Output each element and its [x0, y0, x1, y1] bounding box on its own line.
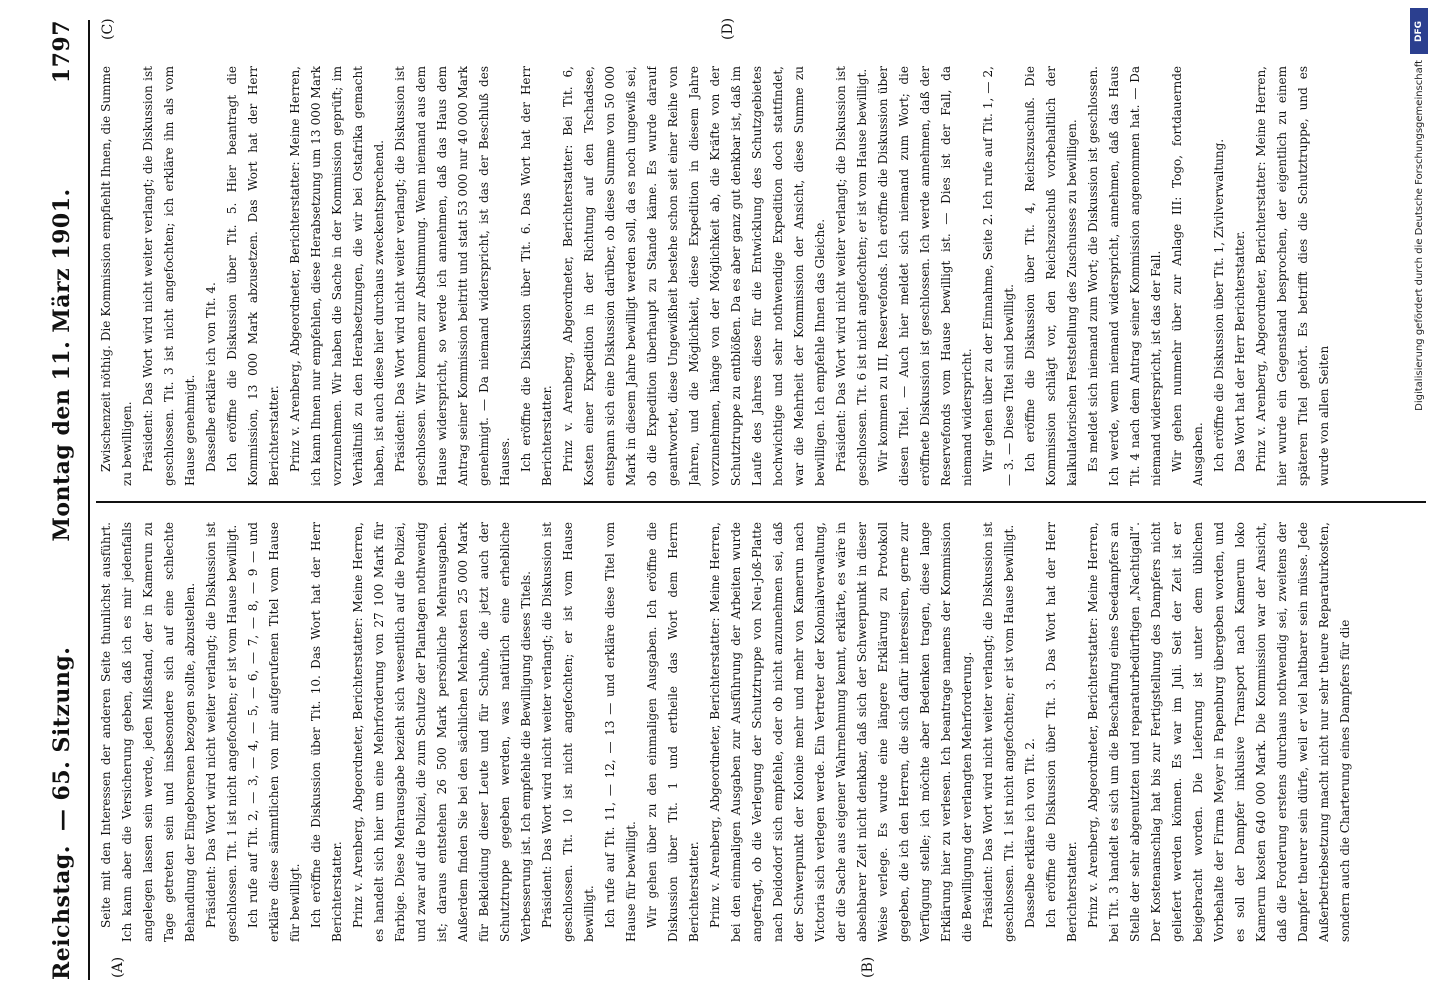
paragraph: Wir gehen über zu der Einnahme, Seite 2. Ich rufe auf Tit. 1, — 2, — 3. — Diese Titel sind bewilligt.: [981, 66, 1016, 486]
paragraph: Prinz v. Arenberg, Abgeordneter, Berichterstatter: Meine Herren, es handelt sich hier um eine Mehrforderung von 27 100 Mark für Farbige. Diese Mehrausgabe bezieht sich wesentlich auf die Polizei, und zwar auf die Polizei, die zum Schutze der Plantagen nothwendig ist; daraus entstehen 26 500 Mark persönliche Mehrausgaben. Außerdem finden Sie bei den sächlichen Mehrkosten 25 000 Mark für Bekleidung dieser Leute und für Schuhe, die jetzt auch der Schutztruppe gegeben werden, was natürlich eine erhebliche Verbesserung ist. Ich empfehle die Bewilligung dieses Titels.: [351, 522, 533, 942]
page-number: 1797: [49, 20, 75, 84]
margin-marker-b: (B): [860, 956, 876, 978]
paragraph: Ich eröffne die Diskussion über Tit. 6. Das Wort hat der Herr Berichterstatter.: [519, 66, 554, 486]
paragraph: Präsident: Das Wort wird nicht weiter verlangt; die Diskussion ist geschlossen. Wir kommen zur Abstimmung. Wenn niemand aus dem Hause widerspricht, so werde ich annehmen, daß das Haus dem Antrag seiner Kommission beitritt und statt 53 000 nur 40 000 Mark genehmigt. — Da niemand widerspricht, ist das der Beschluß des Hauses.: [393, 66, 512, 486]
header-left: [49, 647, 75, 980]
margin-marker-a: (A): [110, 956, 126, 978]
paragraph: Wir kommen zu III, Reservefonds. Ich eröffne die Diskussion über diesen Titel. — Auch hier meldet sich niemand zum Wort; die eröffnete Diskussion ist geschlossen. Ich werde annehmen, daß der Reservefonds vom Hause bewilligt ist. — Dies ist der Fall, da niemand widerspricht.: [876, 66, 974, 486]
paragraph: Ich eröffne die Diskussion über Tit. 3. Das Wort hat der Herr Berichterstatter.: [1044, 522, 1079, 942]
paragraph: Präsident: Das Wort wird nicht weiter verlangt; die Diskussion ist geschlossen. Tit. 10 ist nicht angefochten; er ist vom Hause bewilligt.: [540, 522, 596, 942]
paragraph: Zwischenzeit nöthig. Die Kommission empfiehlt Ihnen, die Summe zu bewilligen.: [99, 66, 134, 486]
paragraph: Prinz v. Arenberg, Abgeordneter, Berichterstatter: Meine Herren, bei Tit. 3 handelt es sich um die Beschaffung eines Seedampfers an Stelle der sehr abgenutzten und reparaturbedürftigen „Nachtigall“. Der Kostenanschlag hat bis zur Fertigstellung des Dampfers nicht geliefert werden können. Es war im Juli. Seit der Zeit ist er beigebracht worden. Die Lieferung ist unter dem üblichen Vorbehalte der Firma Meyer in Papenburg übergeben worden, und es soll der Dampfer inklusive Transport nach Kamerun loko Kamerun kosten 640 000 Mark. Die Kommission war der Ansicht, daß die Forderung erstens durchaus nothwendig sei, zweitens der Dampfer theurer sein dürfe, weil er viel haltbarer sein müsse. Jede Außerbetriebsetzung macht nicht nur sehr theure Reparaturkosten, sondern auch die Charterung eines Dampfers für die: [1086, 522, 1352, 942]
paragraph: Dasselbe erkläre ich von Tit. 4.: [204, 282, 218, 472]
digitization-stamp: [1408, 8, 1430, 728]
paragraph: Dasselbe erkläre ich von Tit. 2.: [1023, 738, 1037, 928]
header-rule: [88, 20, 90, 980]
paragraph: Präsident: Das Wort wird nicht weiter verlangt; die Diskussion ist geschlossen. Tit. 3 ist nicht angefochten; ich erkläre ihn als vom Hause genehmigt.: [141, 66, 197, 486]
paragraph: Ich rufe auf Tit. 11, — 12, — 13 — und erkläre diese Titel vom Hause für bewilligt.: [603, 522, 638, 942]
paragraph: Ich eröffne die Diskussion über Tit. 1, Zivilverwaltung.: [1212, 138, 1226, 472]
margin-marker-d: (D): [720, 17, 736, 40]
paragraph: Ich eröffne die Diskussion über Tit. 10. Das Wort hat der Herr Berichterstatter.: [309, 522, 344, 942]
dfg-logo-icon: DFG: [1410, 8, 1428, 54]
paragraph: Es meldet sich niemand zum Wort; die Diskussion ist geschlossen. Ich werde, wenn niemand widerspricht, annehmen, daß das Haus Tit. 4 nach dem Antrag seiner Kommission angenommen hat. — Da niemand widerspricht, ist das der Fall.: [1086, 66, 1163, 486]
paragraph: Ich rufe auf Tit. 2, — 3, — 4, — 5, — 6, — 7, — 8, — 9 — und erkläre diese sämmtlichen von mir aufgerufenen Titel vom Hause für bewilligt.: [246, 522, 302, 942]
margin-marker-c: (C): [100, 18, 116, 40]
paragraph: Präsident: Das Wort wird nicht weiter verlangt; die Diskussion ist geschlossen. Tit. 6 ist nicht angefochten; er ist vom Hause bewilligt.: [834, 66, 869, 486]
paragraph: Das Wort hat der Herr Berichterstatter.: [1233, 230, 1247, 472]
column-divider: [96, 501, 1426, 503]
paragraph: Prinz v. Arenberg, Abgeordneter, Berichterstatter: Meine Herren, hier wurde ein Gegenstand besprochen, der eigentlich zu einem späteren Titel gehört. Es betrifft dies die Schutztruppe, und es wurde von allen Seiten: [1254, 66, 1331, 486]
paragraph: Präsident: Das Wort wird nicht weiter verlangt; die Diskussion ist geschlossen. Tit. 1 ist nicht angefochten; er ist vom Hause bewilligt.: [204, 522, 239, 942]
paragraph: Prinz v. Arenberg, Abgeordneter, Berichterstatter: Meine Herren, ich kann Ihnen nur empfehlen, diese Herabsetzung um 13 000 Mark vorzunehmen. Wir haben die Sache in der Kommission geprüft; im Verhältniß zu den Herabsetzungen, die wir bei Ostafrika gemacht haben, ist auch diese hier durchaus zweckentsprechend.: [288, 66, 386, 486]
left-column: [96, 522, 1434, 942]
paragraph: Prinz v. Arenberg, Abgeordneter, Berichterstatter: Meine Herren, bei den einmaligen Ausgaben zur Ausführung der Arbeiten wurde angefragt, ob die Verlegung der Schutztruppe von Neu-Joß-Platte nach Deidodorf sich empfehle, oder ob nicht anzunehmen sei, daß der Schwerpunkt der Kolonie mehr und mehr von Kamerun nach Victoria sich verlegen werde. Ein Vertreter der Kolonialverwaltung, der die Sache aus eigener Wahrnehmung kennt, erklärte, es wäre in absehbarer Zeit nicht denkbar, daß sich der Schwerpunkt in dieser Weise verlege. Es wurde eine längere Erklärung zu Protokoll gegeben, die ich den Herren, die sich dafür interessiren, gerne zur Verfügung stelle; ich möchte aber Bedenken tragen, diese lange Erklärung hier zu verlesen. Ich beantrage namens der Kommission die Bewilligung der verlangten Mehrforderung.: [708, 522, 974, 942]
paragraph: Prinz v. Arenberg, Abgeordneter, Berichterstatter: Bei Tit. 6, Kosten einer Expedition in der Richtung auf den Tschadsee, entspann sich eine Diskussion darüber, ob diese Summe von 50 000 Mark in diesem Jahre bewilligt werden soll, da es noch ungewiß sei, ob die Expedition überhaupt zu Stande käme. Es wurde darauf geantwortet, diese Ungewißheit bestehe schon seit einer Reihe von Jahren, und die Möglichkeit, diese Expedition in diesem Jahre vorzunehmen, hänge von der Möglichkeit ab, die Kräfte von der Schutztruppe zu entblößen. Da es aber ganz gut denkbar ist, daß im Laufe des Jahres diese für die Entwicklung des Schutzgebietes hochwichtige und sehr nothwendige Expedition doch stattfindet, war die Mehrheit der Kommission der Ansicht, diese Summe zu bewilligen. Ich empfehle Ihnen das Gleiche.: [561, 66, 827, 486]
paragraph: Wir gehen über zu den einmaligen Ausgaben. Ich eröffne die Diskussion über Tit. 1 und ertheile das Wort dem Herrn Berichterstatter.: [645, 522, 701, 942]
paragraph: Präsident: Das Wort wird nicht weiter verlangt; die Diskussion ist geschlossen. Tit. 1 ist nicht angefochten; er ist vom Hause bewilligt.: [981, 522, 1016, 942]
right-column: [96, 66, 1434, 486]
page-header: [42, 20, 82, 980]
paragraph: Ich eröffne die Diskussion über Tit. 5. Hier beantragt die Kommission, 13 000 Mark abzusetzen. Das Wort hat der Herr Berichterstatter.: [225, 66, 281, 486]
header-session: — 65. Sitzung.: [49, 646, 75, 832]
paragraph: Seite mit den Interessen der anderen Seite thunlichst ausführt. Ich kann aber die Versicherung geben, daß ich es mir jedenfalls angelegen lassen sein werde, jeden Mißstand, der in Kamerun zu Tage getreten sein und insbesondere sich auf eine schlechte Behandlung der Eingeborenen bezogen sollte, abzustellen.: [99, 522, 197, 942]
header-title: Reichstag.: [49, 845, 75, 980]
digitization-credit: Digitalisierung gefördert durch die Deutsche Forschungsgemeinschaft: [1413, 60, 1425, 411]
paragraph: Wir gehen nunmehr über zur Anlage III: Togo, fortdauernde Ausgaben.: [1170, 66, 1205, 486]
paragraph: Ich eröffne die Diskussion über Tit. 4, Reichszuschuß. Die Kommission schlägt vor, den Reichszuschuß vorbehaltlich der kalkulatorischen Feststellung des Zuschusses zu bewilligen.: [1023, 66, 1079, 486]
header-date: Montag den 11. März 1901.: [49, 188, 75, 542]
